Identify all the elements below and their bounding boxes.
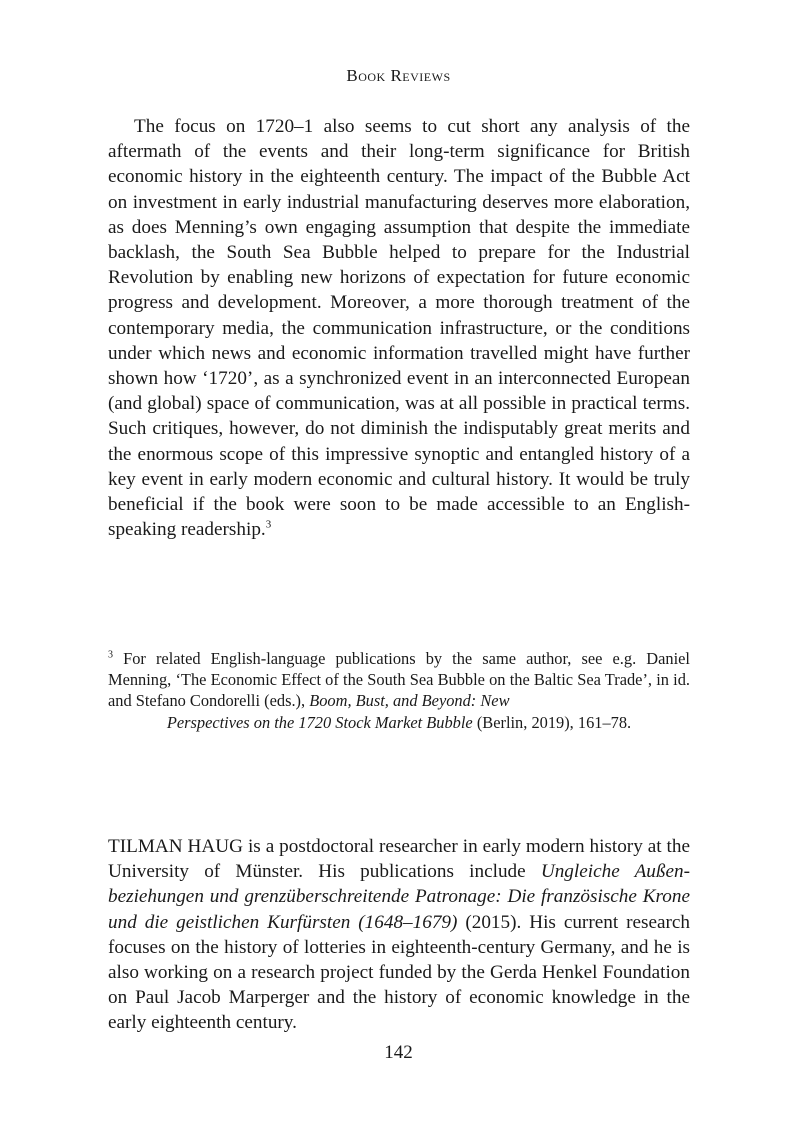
body-paragraph	[108, 114, 690, 542]
page-number: 142	[384, 1042, 413, 1063]
footnote-title-part1: Boom, Bust, and Beyond: New	[309, 691, 510, 711]
footnote-text: For related English-language publications by the same author, see e.g. Daniel Menning, ‘The Economic Effect of the South Sea Bubble on the Baltic Sea Trade’, in id. and Stefano Condorelli (eds.),	[108, 649, 690, 711]
body-paragraph-text: The focus on 1720–1 also seems to cut short any analysis of the aftermath of the events and their long-term significance for British economic history in the eighteenth century. The impact of the Bubble Act on investment in early industrial manufacturing deserves more elaboration, as does Menning’s own engaging assumption that despite the immediate backlash, the South Sea Bubble helped to prepare for the Industrial Revolution by enabling new horizons of expectation for future economic progress and development. Moreover, a more thorough treatment of the contemporary media, the communication infrastructure, or the conditions under which news and economic information travelled might have further shown how ‘1720’, as a synchronized event in an interconnected European (and global) space of communication, was at all possible in practical terms. Such critiques, however, do not diminish the indisputably great merits and the enormous scope of this impressive synoptic and entangled history of a key event in early modern economic and cultural history. It would be truly beneficial if the book were soon to be made accessible to an English-speaking readership.	[108, 116, 690, 541]
review-body	[108, 114, 690, 542]
bio-text-2: (2015). His current research focuses on the history of lotteries in eighteenth-century Germany, and he is also working on a research project funded by the Gerda Henkel Foundation on Paul Jacob Marperger and the history of economic knowledge in the early eighteenth century.	[108, 911, 690, 1034]
running-head: Book Reviews	[346, 66, 451, 85]
bio-text-1: TILMAN HAUG is a postdoctoral researcher in early modern history at the University of Münster. His publications include	[108, 836, 690, 883]
footnote-last-line	[108, 712, 690, 733]
bio-publication-title: Ungleiche Außenbeziehungen und grenzüberschreitende Patronage: Die französische Krone und die geistlichen Kurfürsten (1648–1679)	[108, 861, 690, 933]
footnote-marker: 3	[108, 649, 113, 661]
author-bio	[108, 834, 690, 1036]
footnote-title-part2: Perspectives on the 1720 Stock Market Bubble	[166, 712, 473, 732]
footnote	[108, 648, 690, 733]
footnote-reference[interactable]: 3	[265, 518, 272, 531]
footnote-citation-end: (Berlin, 2019), 161–78.	[472, 712, 632, 732]
